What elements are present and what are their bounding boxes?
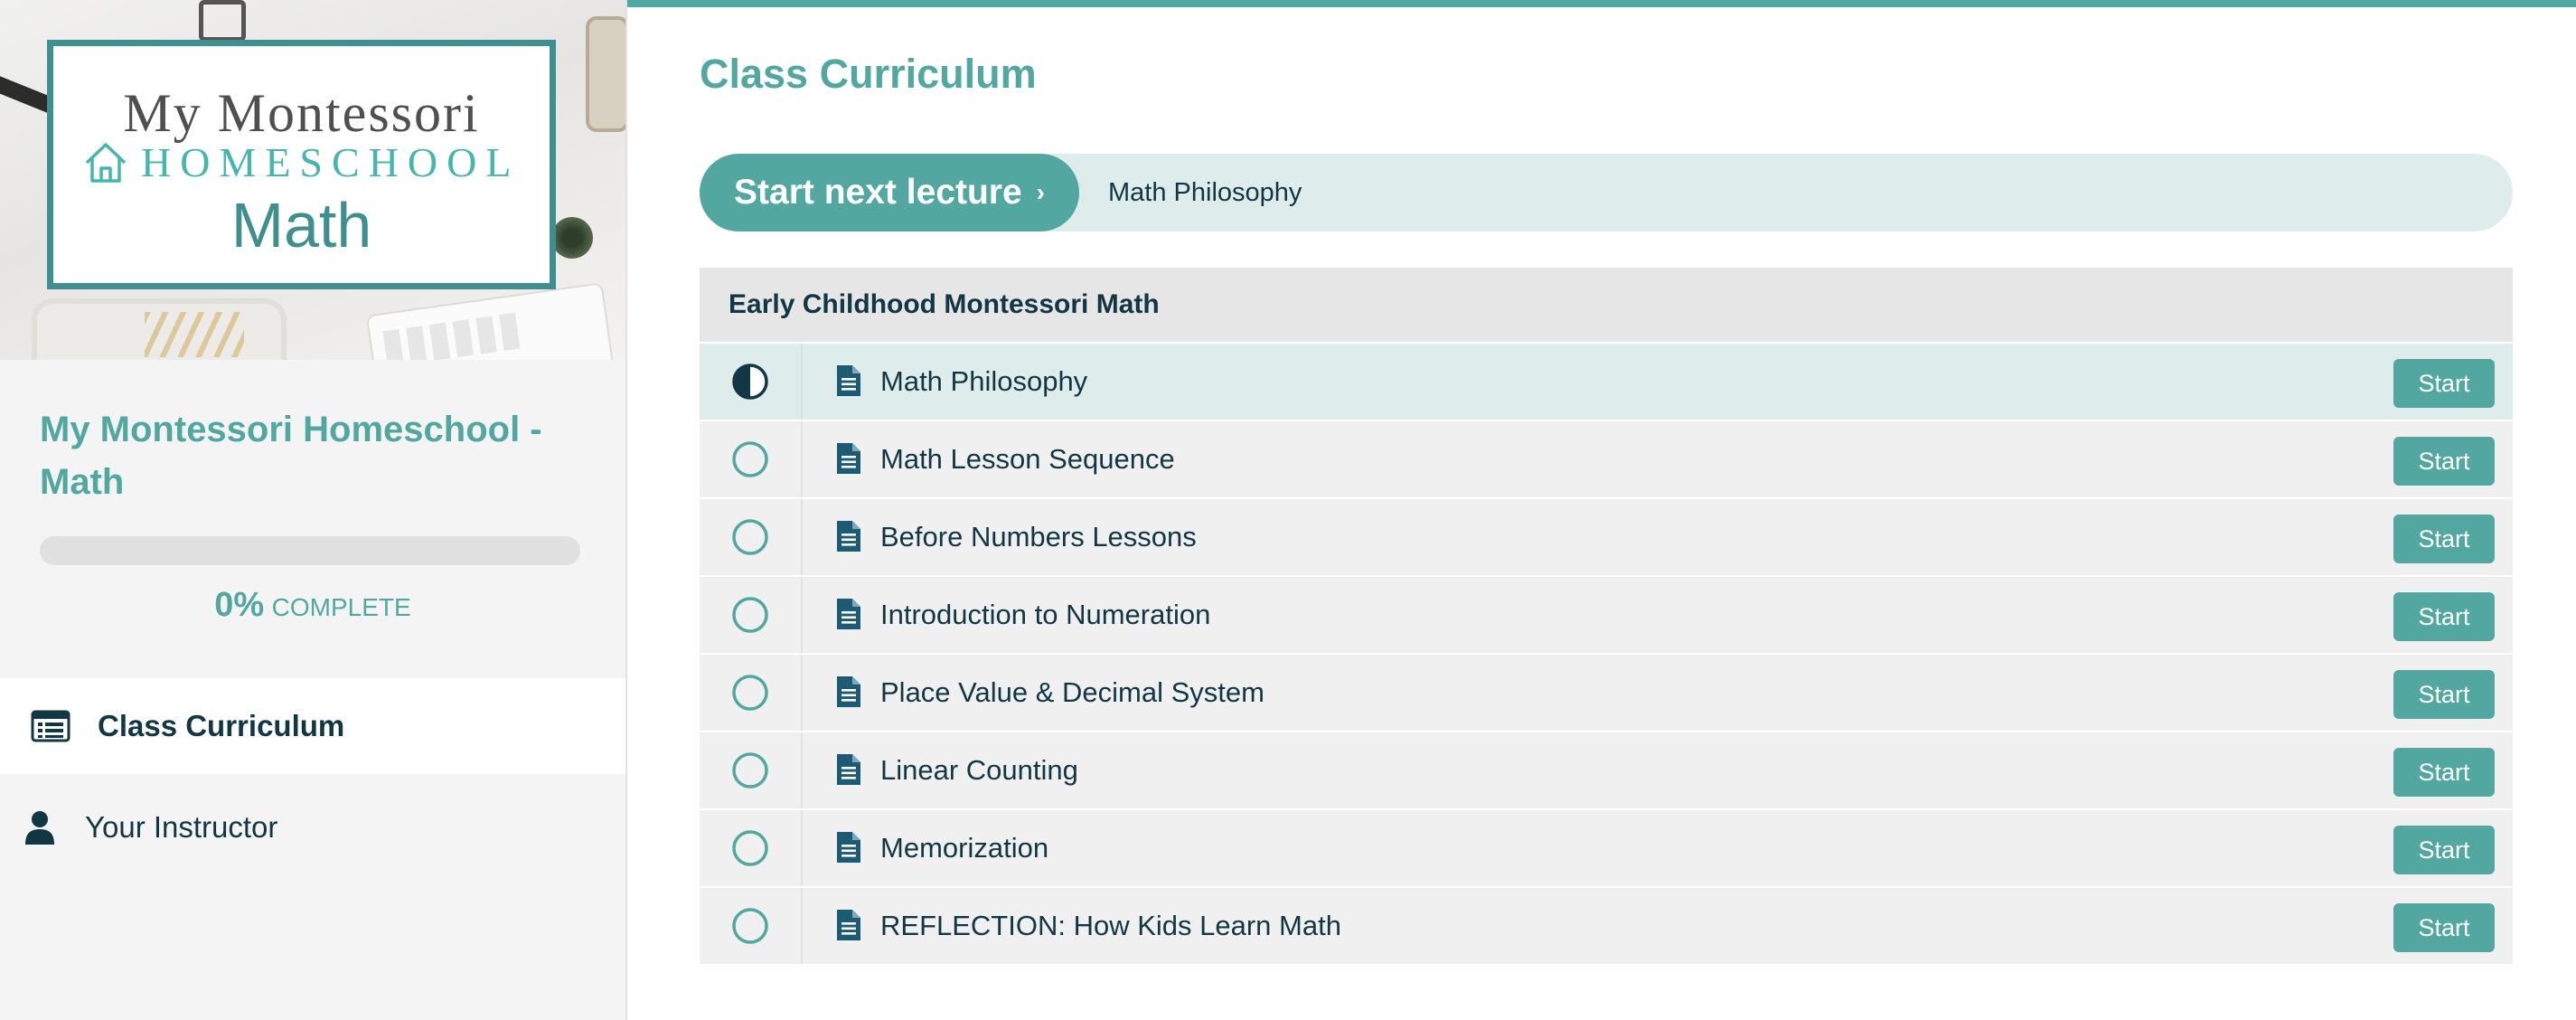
status-cell	[700, 499, 803, 575]
lecture-title: Linear Counting	[880, 754, 1078, 786]
nav-class-curriculum[interactable]	[0, 678, 625, 774]
status-cell	[700, 344, 803, 420]
logo-homeschool-text: HOMESCHOOL	[140, 139, 521, 185]
nav-label: Your Instructor	[85, 810, 278, 844]
nav-your-instructor[interactable]	[0, 779, 625, 875]
lecture-title: Math Philosophy	[880, 365, 1088, 397]
lecture-title: Introduction to Numeration	[880, 599, 1211, 630]
start-button[interactable]: Start	[2393, 748, 2495, 797]
lecture-row[interactable]	[700, 577, 2513, 655]
document-icon	[837, 832, 860, 863]
page-title: Class Curriculum	[700, 51, 1037, 97]
status-cell	[700, 421, 803, 497]
lecture-row[interactable]	[700, 499, 2513, 577]
nav-label: Class Curriculum	[98, 709, 345, 742]
empty-circle-icon	[731, 674, 769, 712]
plant-decoration	[551, 217, 593, 259]
lecture-row[interactable]	[700, 655, 2513, 732]
progress-percent: 0%	[214, 586, 265, 624]
lecture-title: REFLECTION: How Kids Learn Math	[880, 910, 1341, 941]
course-logo	[47, 40, 556, 289]
lecture-list	[700, 344, 2513, 966]
empty-circle-icon	[731, 518, 769, 556]
logo-subject: Math	[230, 190, 372, 260]
logo-wordmark-middle	[53, 138, 550, 193]
document-icon	[837, 443, 860, 474]
lecture-row[interactable]	[700, 888, 2513, 966]
start-button[interactable]: Start	[2393, 903, 2495, 952]
status-cell	[700, 732, 803, 808]
start-next-lecture-button[interactable]	[700, 154, 1079, 231]
status-cell	[700, 655, 803, 731]
empty-circle-icon	[731, 907, 769, 945]
start-button[interactable]: Start	[2393, 826, 2495, 874]
progress-label	[0, 586, 625, 625]
lecture-title: Math Lesson Sequence	[880, 443, 1175, 475]
empty-circle-icon	[731, 596, 769, 634]
lecture-row[interactable]	[700, 810, 2513, 888]
document-icon	[837, 754, 860, 785]
course-banner	[0, 0, 625, 360]
document-icon	[837, 910, 860, 940]
start-button[interactable]: Start	[2393, 515, 2495, 563]
start-next-lecture-label: Start next lecture	[734, 173, 1022, 212]
status-cell	[700, 888, 803, 964]
start-button[interactable]: Start	[2393, 437, 2495, 486]
document-icon	[837, 599, 860, 629]
empty-circle-icon	[731, 829, 769, 867]
document-icon	[837, 365, 860, 396]
house-icon	[83, 141, 128, 184]
stapler-decoration	[586, 16, 625, 132]
logo-wordmark-top: My Montessori	[123, 83, 480, 143]
half-circle-icon	[731, 363, 769, 401]
curriculum-section	[700, 268, 2513, 966]
lecture-title: Before Numbers Lessons	[880, 521, 1197, 552]
empty-circle-icon	[731, 751, 769, 789]
progress-bar	[40, 536, 580, 565]
lecture-row[interactable]	[700, 344, 2513, 421]
document-icon	[837, 521, 860, 552]
lecture-title: Memorization	[880, 832, 1049, 864]
lecture-row[interactable]	[700, 421, 2513, 499]
empty-circle-icon	[731, 440, 769, 478]
next-lecture-title: Math Philosophy	[1108, 178, 1302, 207]
section-title: Early Childhood Montessori Math	[700, 268, 2513, 344]
paperclips-decoration	[145, 312, 244, 357]
start-button[interactable]: Start	[2393, 359, 2495, 408]
binder-clip-decoration	[199, 0, 246, 42]
list-icon	[31, 706, 71, 746]
progress-word: COMPLETE	[271, 593, 411, 621]
lecture-title: Place Value & Decimal System	[880, 676, 1264, 708]
user-icon	[20, 808, 60, 847]
course-title: My Montessori Homeschool - Math	[40, 410, 542, 502]
start-button[interactable]: Start	[2393, 670, 2495, 719]
chevron-right-icon: ›	[1036, 178, 1045, 206]
document-icon	[837, 676, 860, 707]
start-button[interactable]: Start	[2393, 592, 2495, 641]
next-lecture-bar	[700, 154, 2513, 231]
status-cell	[700, 810, 803, 886]
status-cell	[700, 577, 803, 653]
sidebar	[0, 0, 627, 1020]
keyboard-decoration	[366, 282, 615, 360]
lecture-row[interactable]	[700, 732, 2513, 810]
